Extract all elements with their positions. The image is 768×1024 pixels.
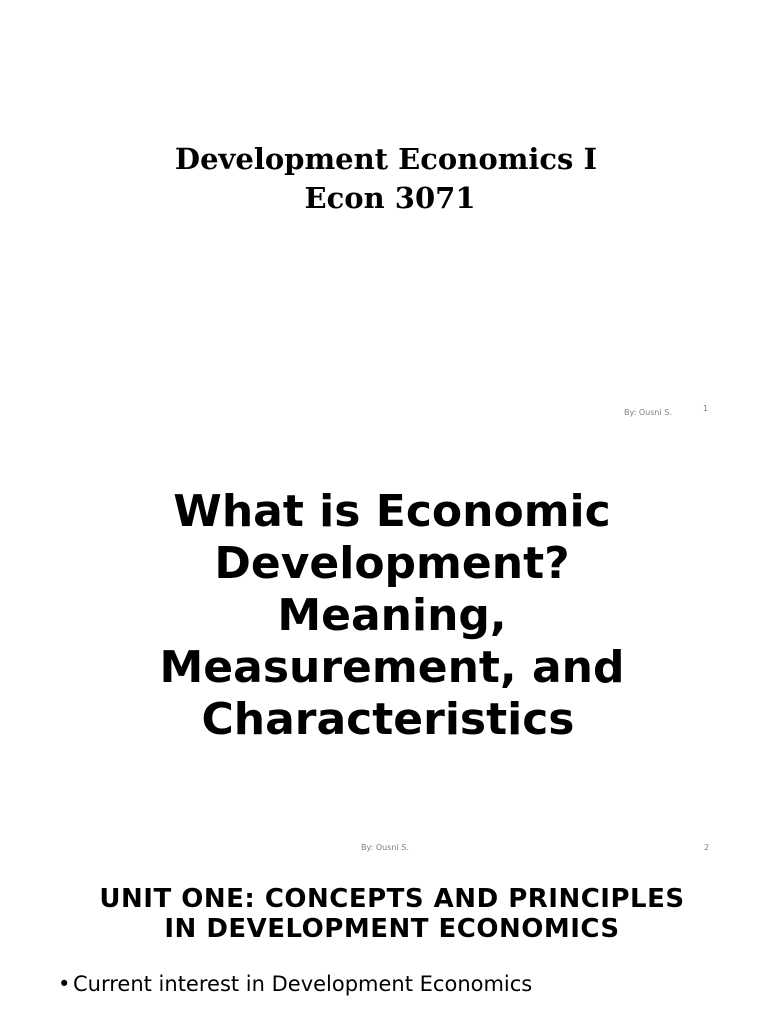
bullet-text: Current interest in Development Economics [73, 972, 533, 996]
slide-2-title-line-3: Meaning, [277, 590, 507, 641]
slide-3-title [8, 884, 768, 944]
slide-2-title-line-4: Measurement, and [159, 642, 625, 693]
slide-1-title-line-2: Econ 3071 [304, 181, 476, 215]
slide-2 [0, 430, 768, 860]
slide-2-title-line-2: Development? [214, 538, 570, 589]
slide-3 [0, 860, 768, 1024]
slide-2-title [0, 486, 768, 746]
slide-2-footer-author: By: Ousni S. [361, 843, 409, 852]
bullet-marker: • [58, 972, 71, 996]
slide-1-title-line-1: Development Economics I [174, 142, 598, 176]
slide-1-page-number: 1 [703, 404, 709, 413]
slide-2-title-line-1: What is Economic [173, 486, 611, 537]
slide-2-page-number: 2 [704, 843, 710, 852]
slide-2-title-line-5: Characteristics [201, 694, 575, 745]
slide-1 [0, 0, 768, 430]
slide-1-footer-author: By: Ousni S. [624, 408, 672, 417]
slide-3-title-line-1: UNIT ONE: CONCEPTS AND PRINCIPLES [99, 884, 685, 914]
bullet-item [58, 971, 532, 997]
slide-3-title-line-2: IN DEVELOPMENT ECONOMICS [164, 914, 620, 944]
